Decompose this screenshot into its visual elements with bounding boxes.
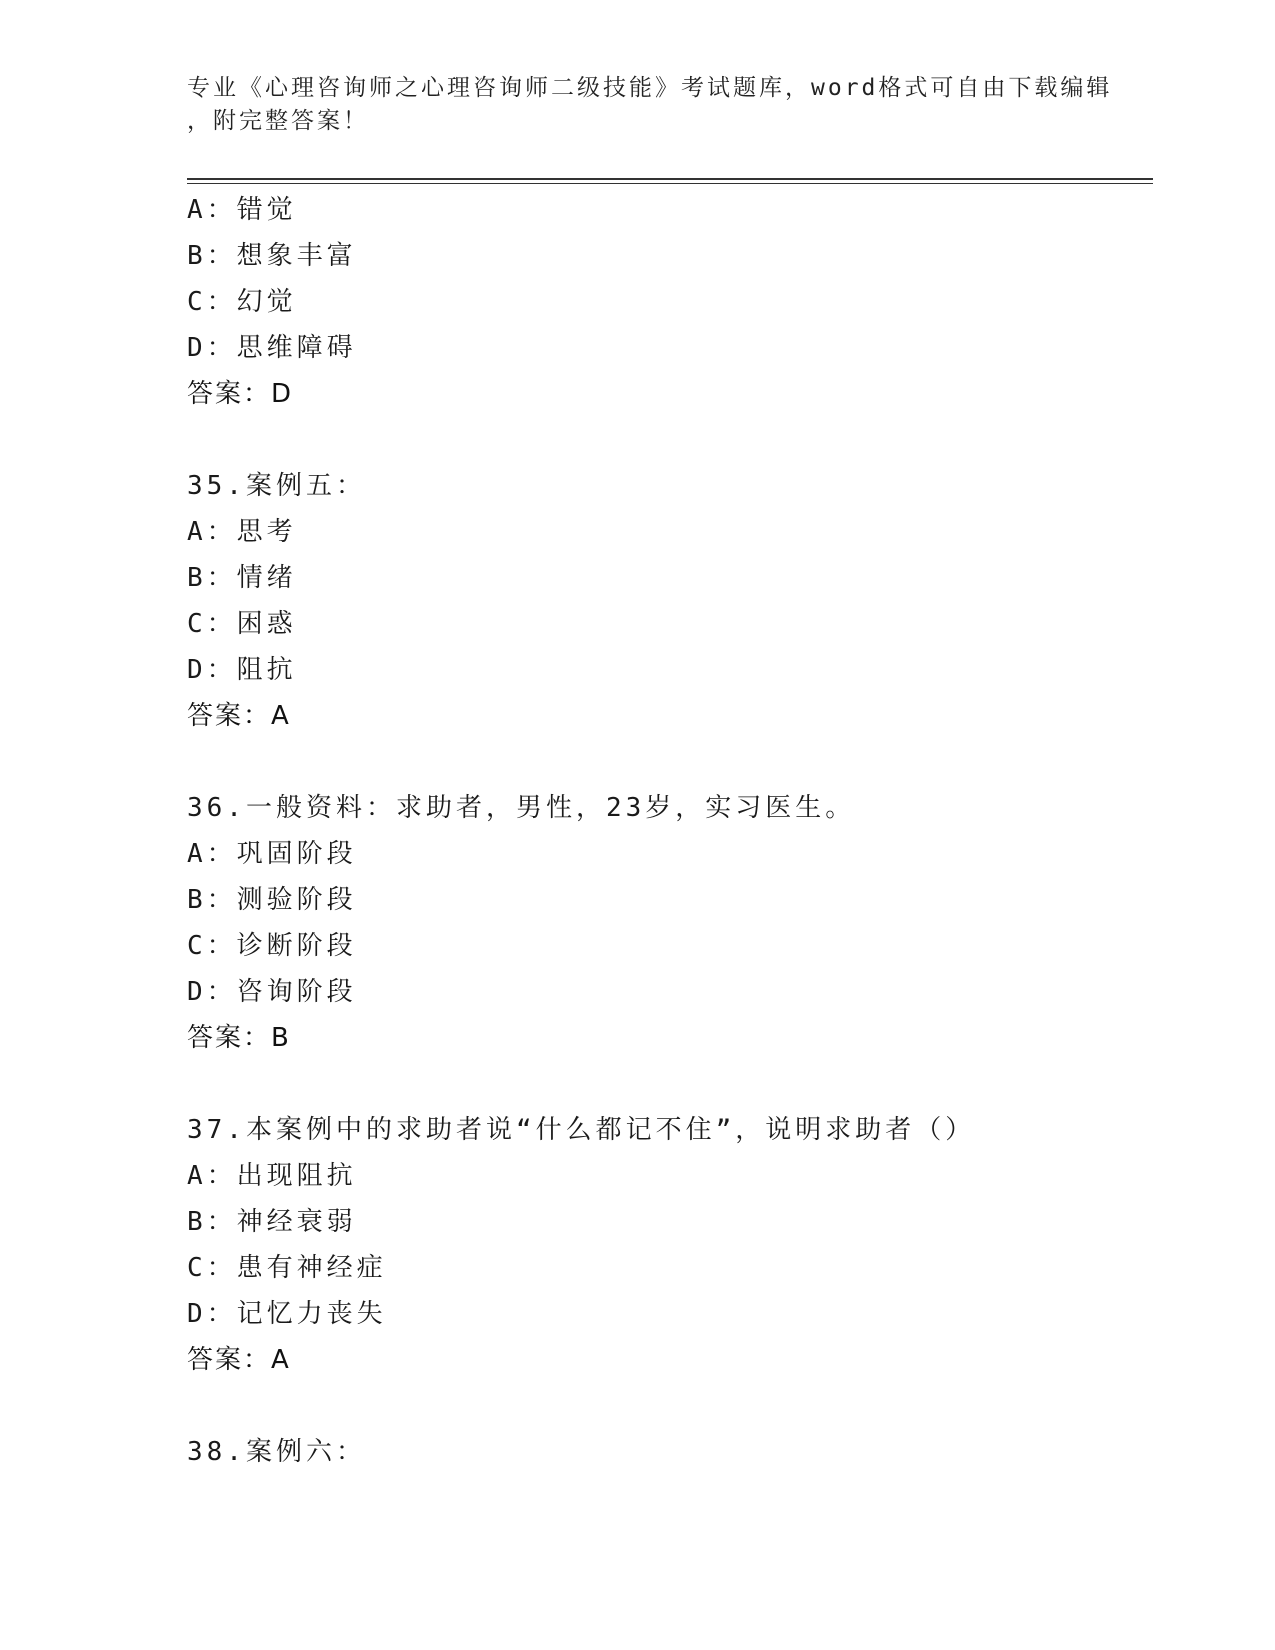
header-title-line-1: 专业《心理咨询师之心理咨询师二级技能》考试题库，word格式可自由下载编辑: [187, 75, 1113, 101]
option-a: A：错觉: [187, 195, 297, 225]
option-b: B：测验阶段: [187, 885, 357, 915]
question-37: [187, 1107, 1147, 1383]
header-title-line-2: ，附完整答案！: [187, 108, 369, 134]
question-stem: 37.本案例中的求助者说“什么都记不住”，说明求助者（）: [187, 1115, 976, 1145]
option-b: B：情绪: [187, 563, 297, 593]
question-list: [187, 187, 1147, 1475]
question-stem: 36.一般资料：求助者，男性，23岁，实习医生。: [187, 793, 856, 823]
option-c: C：困惑: [187, 609, 297, 639]
option-a: A：思考: [187, 517, 297, 547]
answer-line: 答案：A: [187, 701, 291, 731]
option-d: D：咨询阶段: [187, 977, 357, 1007]
option-a: A：巩固阶段: [187, 839, 357, 869]
spacer: [187, 739, 1147, 785]
answer-line: 答案：D: [187, 379, 294, 409]
option-c: C：诊断阶段: [187, 931, 357, 961]
option-d: D：记忆力丧失: [187, 1299, 387, 1329]
spacer: [187, 1383, 1147, 1429]
option-b: B：神经衰弱: [187, 1207, 357, 1237]
question-stem: 35.案例五：: [187, 471, 366, 501]
document-header: [187, 72, 1113, 138]
spacer: [187, 1061, 1147, 1107]
question-fragment: [187, 187, 1147, 417]
answer-line: 答案：B: [187, 1023, 291, 1053]
question-36: [187, 785, 1147, 1061]
question-35: [187, 463, 1147, 739]
option-d: D：思维障碍: [187, 333, 357, 363]
option-b: B：想象丰富: [187, 241, 357, 271]
option-c: C：患有神经症: [187, 1253, 387, 1283]
option-c: C：幻觉: [187, 287, 297, 317]
spacer: [187, 417, 1147, 463]
option-a: A：出现阻抗: [187, 1161, 357, 1191]
answer-line: 答案：A: [187, 1345, 291, 1375]
question-38: [187, 1429, 1147, 1475]
header-divider-thin: [187, 183, 1153, 184]
question-stem: 38.案例六：: [187, 1437, 366, 1467]
option-d: D：阻抗: [187, 655, 297, 685]
header-divider-thick: [187, 178, 1153, 180]
